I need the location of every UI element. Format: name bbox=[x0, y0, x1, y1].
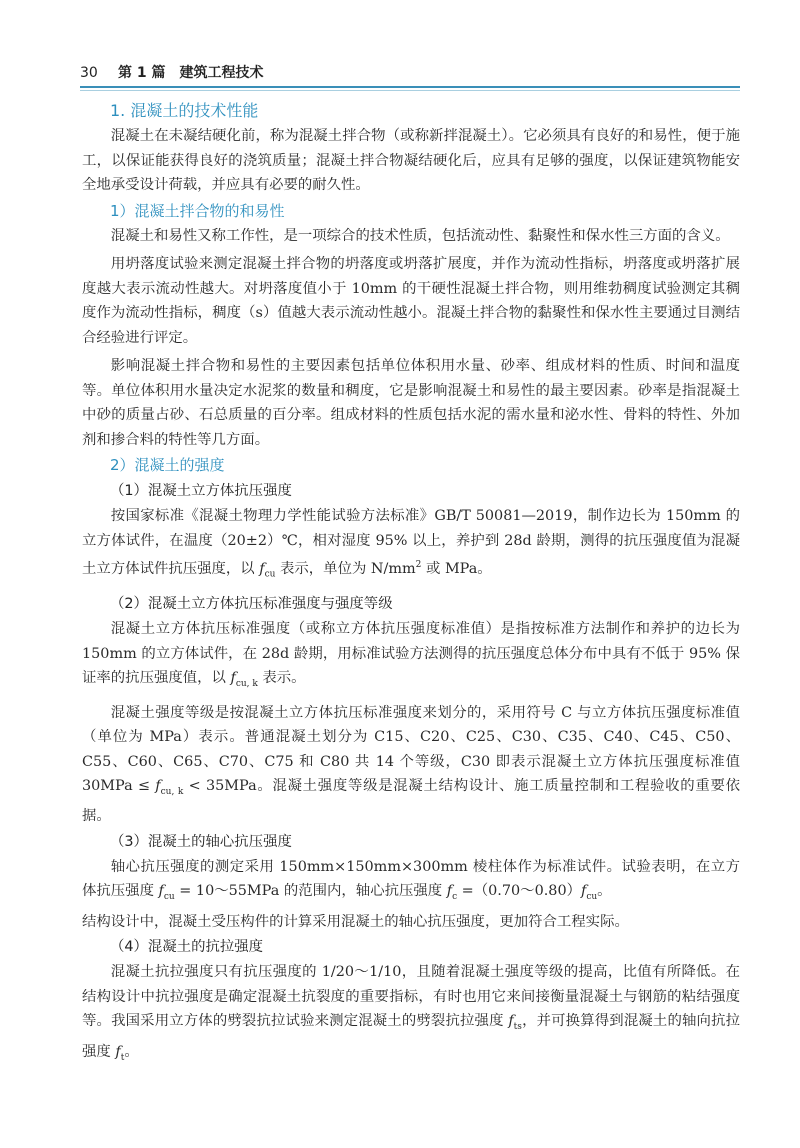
page-number: 30 bbox=[80, 65, 98, 81]
header-rule-thin bbox=[80, 90, 740, 91]
paragraph-workability-factors: 影响混凝土拌合物和易性的主要因素包括单位体积用水量、砂率、组成材料的性质、时间和温度等。单位体积用水量决定水泥浆的数量和稠度，它是影响混凝土和易性的最主要因素。砂率是指混凝土中砂的质量占砂、石总质量的百分率。组成材料的性质包括水泥的需水量和泌水性、骨料的特性、外加剂和掺合料的特性等几方面。 bbox=[82, 358, 740, 448]
heading-concrete-properties: 1. 混凝土的技术性能 bbox=[110, 101, 259, 120]
paragraph-axial-design: 结构设计中，混凝土受压构件的计算采用混凝土的轴心抗压强度，更加符合工程实际。 bbox=[82, 913, 629, 930]
paragraph-tensile-strength: 混凝土抗拉强度只有抗压强度的 1/20～1/10，且随着混凝土强度等级的提高，比值有所降低。在结构设计中抗拉强度是确定混凝土抗裂度的重要指标，有时也用它来间接衡量混凝土与钢筋的粘结强度等。我国采用立方体的劈裂抗拉试验来测定混凝土的劈裂抗拉强度 $f_{ts}$，并可换算得到混凝土的轴向抗拉强度 $f_t$。 bbox=[82, 964, 740, 1063]
heading-cube-strength: （1）混凝土立方体抗压强度 bbox=[110, 483, 292, 499]
chapter-label: 第 1 篇 bbox=[118, 65, 166, 81]
heading-workability: 1）混凝土拌合物的和易性 bbox=[110, 201, 285, 220]
paragraph-axial-strength: 轴心抗压强度的测定采用 150mm×150mm×300mm 棱柱体作为标准试件。试验表明，在立方体抗压强度 $f_{cu}$ = 10～55MPa 的范围内，轴心抗压强度 $f_c$ $=(0.70\sim 0.80)f_{cu}$。 bbox=[82, 858, 740, 903]
header-rule bbox=[80, 86, 740, 88]
paragraph-strength-grades: 混凝土强度等级是按混凝土立方体抗压标准强度来划分的，采用符号 C 与立方体抗压强度标准值（单位为 MPa）表示。普通混凝土划分为 C15、C20、C25、C30、C35、C40、C45、C50、C55、C60、C65、C70、C75 和 C80 共 14 个等级，C30 即表示混凝土立方体抗压强度标准值 $30MPa \le f_{cu, k} < 35MPa$。混凝土强度等级是混凝土结构设计、施工质量控制和工程验收的重要依据。 bbox=[82, 704, 740, 825]
paragraph-standard-strength: 混凝土立方体抗压标准强度（或称立方体抗压强度标准值）是指按标准方法制作和养护的边长为 150mm 的立方体试件，在 28d 龄期，用标准试验方法测得的抗压强度总体分布中具有不低于 95% 保证率的抗压强度值，以 $f_{cu, k}$ 表示。 bbox=[82, 621, 740, 690]
page-body bbox=[82, 96, 740, 1070]
heading-tensile-strength: （4）混凝土的抗拉强度 bbox=[110, 939, 264, 956]
paragraph-workability-def: 混凝土和易性又称工作性，是一项综合的技术性质，包括流动性、黏聚性和保水性三方面的含义。 bbox=[110, 227, 730, 244]
paragraph-intro: 混凝土在未凝结硬化前，称为混凝土拌合物（或称新拌混凝土）。它必须具有良好的和易性，便于施工，以保证能获得良好的浇筑质量；混凝土拌合物凝结硬化后，应具有足够的强度，以保证建筑物能安全地承受设计荷载，并应具有必要的耐久性。 bbox=[82, 128, 740, 193]
paragraph-cube-strength: 按国家标准《混凝土物理力学性能试验方法标准》GB/T 50081—2019，制作边长为 150mm 的立方体试件，在温度（20±2）℃，相对湿度 95% 以上，养护到 28d 龄期，测得的抗压强度值为混凝土立方体试件抗压强度，以 $f_{cu}$ 表示，单位为 $N/mm^2$ 或 MPa。 bbox=[82, 508, 740, 580]
heading-strength: 2）混凝土的强度 bbox=[110, 456, 225, 474]
heading-axial-strength: （3）混凝土的轴心抗压强度 bbox=[110, 833, 292, 850]
section-title: 建筑工程技术 bbox=[179, 65, 264, 81]
paragraph-slump-test: 用坍落度试验来测定混凝土拌合物的坍落度或坍落扩展度，并作为流动性指标，坍落度或坍落扩展度越大表示流动性越大。对坍落度值小于 10mm 的干硬性混凝土拌合物，则用维勃稠度试验测定其稠度作为流动性指标，稠度（s）值越大表示流动性越小。混凝土拌合物的黏聚性和保水性主要通过目测结合经验进行评定。 bbox=[82, 256, 740, 346]
heading-standard-strength: （2）混凝土立方体抗压标准强度与强度等级 bbox=[110, 596, 393, 613]
running-header bbox=[80, 62, 740, 82]
